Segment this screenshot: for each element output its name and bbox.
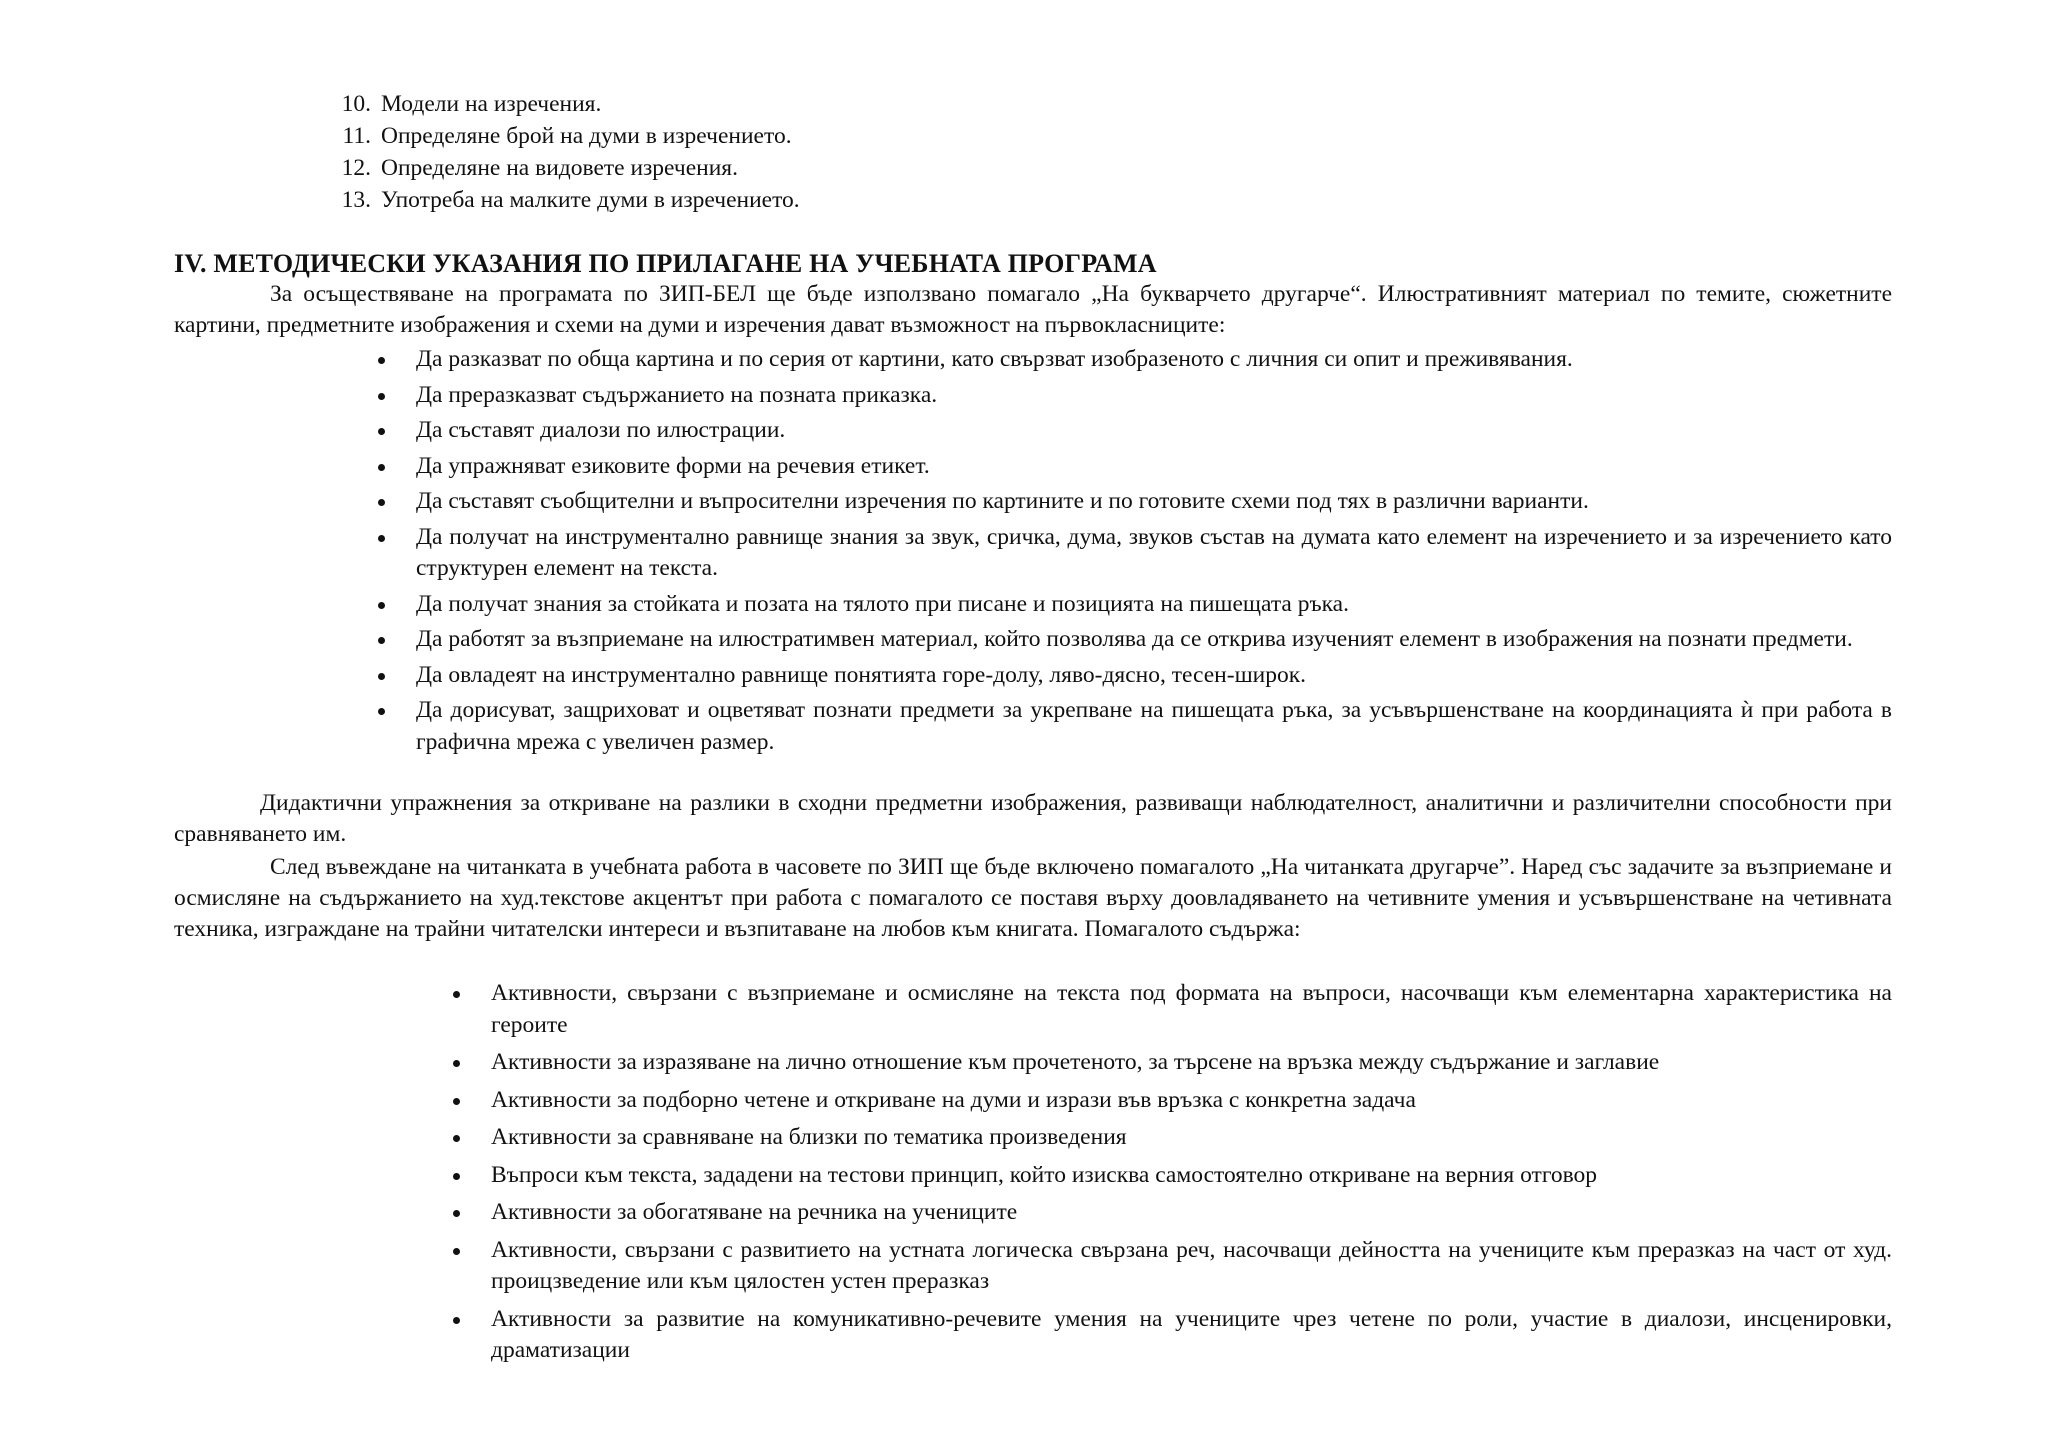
item-number: 12. <box>341 155 371 181</box>
bullet-text: Да дорисуват, защриховат и оцветяват познати предмети за укрепване на пишещата ръка, за усъвършенстване на координацията ѝ при работа в графична мрежа с увеличен размер. <box>416 697 1892 755</box>
item-number: 13. <box>341 187 371 213</box>
bullet-icon <box>378 602 385 609</box>
bullet-text: Да съставят съобщителни и въпросителни изречения по картините и по готовите схеми под тях в различни варианти. <box>416 488 1589 514</box>
bullet-icon <box>378 637 385 644</box>
bullet-item <box>416 380 1892 412</box>
bullet-text: Да разказват по обща картина и по серия от картини, като свързват изобразеното с личния си опит и преживявания. <box>416 346 1573 372</box>
bullet-text: Въпроси към текста, зададени на тестови принцип, който изисква самостоятелно откриване на верния отговор <box>491 1161 1598 1188</box>
numbered-item <box>323 184 800 216</box>
bullet-item <box>491 1160 1892 1192</box>
bullet-item <box>491 1197 1892 1229</box>
bullet-item <box>491 1235 1892 1298</box>
item-text: Определяне на видовете изречения. <box>381 155 738 181</box>
reader-paragraph: След въвеждане на читанката в учебната работа в часовете по ЗИП ще бъде включено помагалото „На читанката другарче”. Наред със задачите за възприемане и осмисляне на съдържанието на худ.текстове акцентът при работа с помагалото се поставя върху доовладяването на четивните умения и усъвършенстване на четивната техника, изграждане на трайни читателски интереси и възпитаване на любов към книгата. Помагалото съдържа: <box>174 854 1892 942</box>
bullet-item <box>416 344 1892 376</box>
bullet-icon <box>378 464 385 471</box>
didactic-paragraph: Дидактични упражнения за откриване на разлики в сходни предметни изображения, развиващи наблюдателност, аналитични и различителни способности при сравняването им. <box>174 790 1892 847</box>
bullet-icon <box>453 991 460 998</box>
bullet-icon <box>453 1173 460 1180</box>
bullet-text: Активности, свързани с развитието на устната логическа свързана реч, насочващи дейността на учениците към преразказ на част от худ. проицзведение или към цялостен устен преразказ <box>491 1236 1892 1294</box>
bullet-item <box>416 695 1892 758</box>
bullet-icon <box>378 708 385 715</box>
numbered-item <box>323 120 800 152</box>
bullet-text: Да преразказват съдържанието на позната приказка. <box>416 381 938 408</box>
bullet-item <box>491 1085 1892 1117</box>
bullet-icon <box>453 1248 460 1255</box>
bullet-icon <box>378 393 385 400</box>
item-text: Модели на изречения. <box>381 91 602 117</box>
bullet-item <box>416 451 1892 483</box>
activities-bullet-list <box>491 978 1892 1373</box>
numbered-item <box>323 152 800 184</box>
bullet-text: Активности за сравняване на близки по тематика произведения <box>491 1124 1127 1150</box>
intro-paragraph: За осъществяване на програмата по ЗИП-БЕЛ ще бъде използвано помагало „На букварчето другарче“. Илюстративният материал по темите, сюжетните картини, предметните изображения и схеми на думи и изречения дават възможност на първокласниците: <box>174 281 1892 338</box>
bullet-text: Да съставят диалози по илюстрации. <box>416 417 786 443</box>
bullet-text: Активности, свързани с възприемане и осмисляне на текста под формата на въпроси, насочващи към елементарна характеристика на героите <box>491 980 1892 1038</box>
item-number: 10. <box>341 91 371 117</box>
bullet-icon <box>453 1317 460 1324</box>
bullet-item <box>491 1304 1892 1367</box>
bullet-text: Да получат на инструментално равнище знания за звук, сричка, дума, звуков състав на думата като елемент на изречението и за изречението като структурен елемент на текста. <box>416 523 1892 581</box>
bullet-item <box>416 415 1892 447</box>
bullet-text: Активности за развитие на комуникативно-речевите умения на учениците чрез четене по роли, участие в диалози, инсценировки, драматизации <box>491 1305 1892 1363</box>
item-text: Определяне брой на думи в изречението. <box>381 123 792 149</box>
abilities-bullet-list <box>416 344 1892 762</box>
bullet-item <box>416 589 1892 621</box>
bullet-icon <box>453 1060 460 1067</box>
bullet-text: Активности за подборно четене и откриване на думи и изрази във връзка с конкретна задача <box>491 1086 1416 1113</box>
bullet-icon <box>453 1098 460 1105</box>
item-text: Употреба на малките думи в изречението. <box>381 187 800 213</box>
bullet-icon <box>378 499 385 506</box>
bullet-item <box>416 624 1892 656</box>
bullet-item <box>416 522 1892 585</box>
bullet-item <box>491 978 1892 1041</box>
bullet-text: Да работят за възприемане на илюстратимвен материал, който позволява да се открива изученият елемент в изображения на познати предмети. <box>416 626 1853 652</box>
bullet-text: Да овладеят на инструментално равнище понятията горе-долу, ляво-дясно, тесен-широк. <box>416 661 1307 688</box>
bullet-icon <box>378 673 385 680</box>
bullet-icon <box>378 428 385 435</box>
section-heading: IV. МЕТОДИЧЕСКИ УКАЗАНИЯ ПО ПРИЛАГАНЕ НА УЧЕБНАТА ПРОГРАМА <box>174 249 1157 278</box>
bullet-icon <box>378 357 385 364</box>
bullet-item <box>491 1047 1892 1079</box>
bullet-item <box>491 1122 1892 1154</box>
numbered-item <box>323 88 800 120</box>
bullet-icon <box>453 1135 460 1142</box>
bullet-text: Активности за изразяване на лично отношение към прочетеното, за търсене на връзка между съдържание и заглавие <box>491 1049 1660 1075</box>
bullet-text: Да получат знания за стойката и позата на тялото при писане и позицията на пишещата ръка. <box>416 590 1349 617</box>
bullet-text: Да упражняват езиковите форми на речевия етикет. <box>416 452 930 479</box>
bullet-item <box>416 660 1892 692</box>
bullet-icon <box>453 1210 460 1217</box>
numbered-list <box>323 88 800 216</box>
item-number: 11. <box>342 123 371 149</box>
bullet-icon <box>378 535 385 542</box>
bullet-item <box>416 486 1892 518</box>
bullet-text: Активности за обогатяване на речника на учениците <box>491 1199 1018 1225</box>
